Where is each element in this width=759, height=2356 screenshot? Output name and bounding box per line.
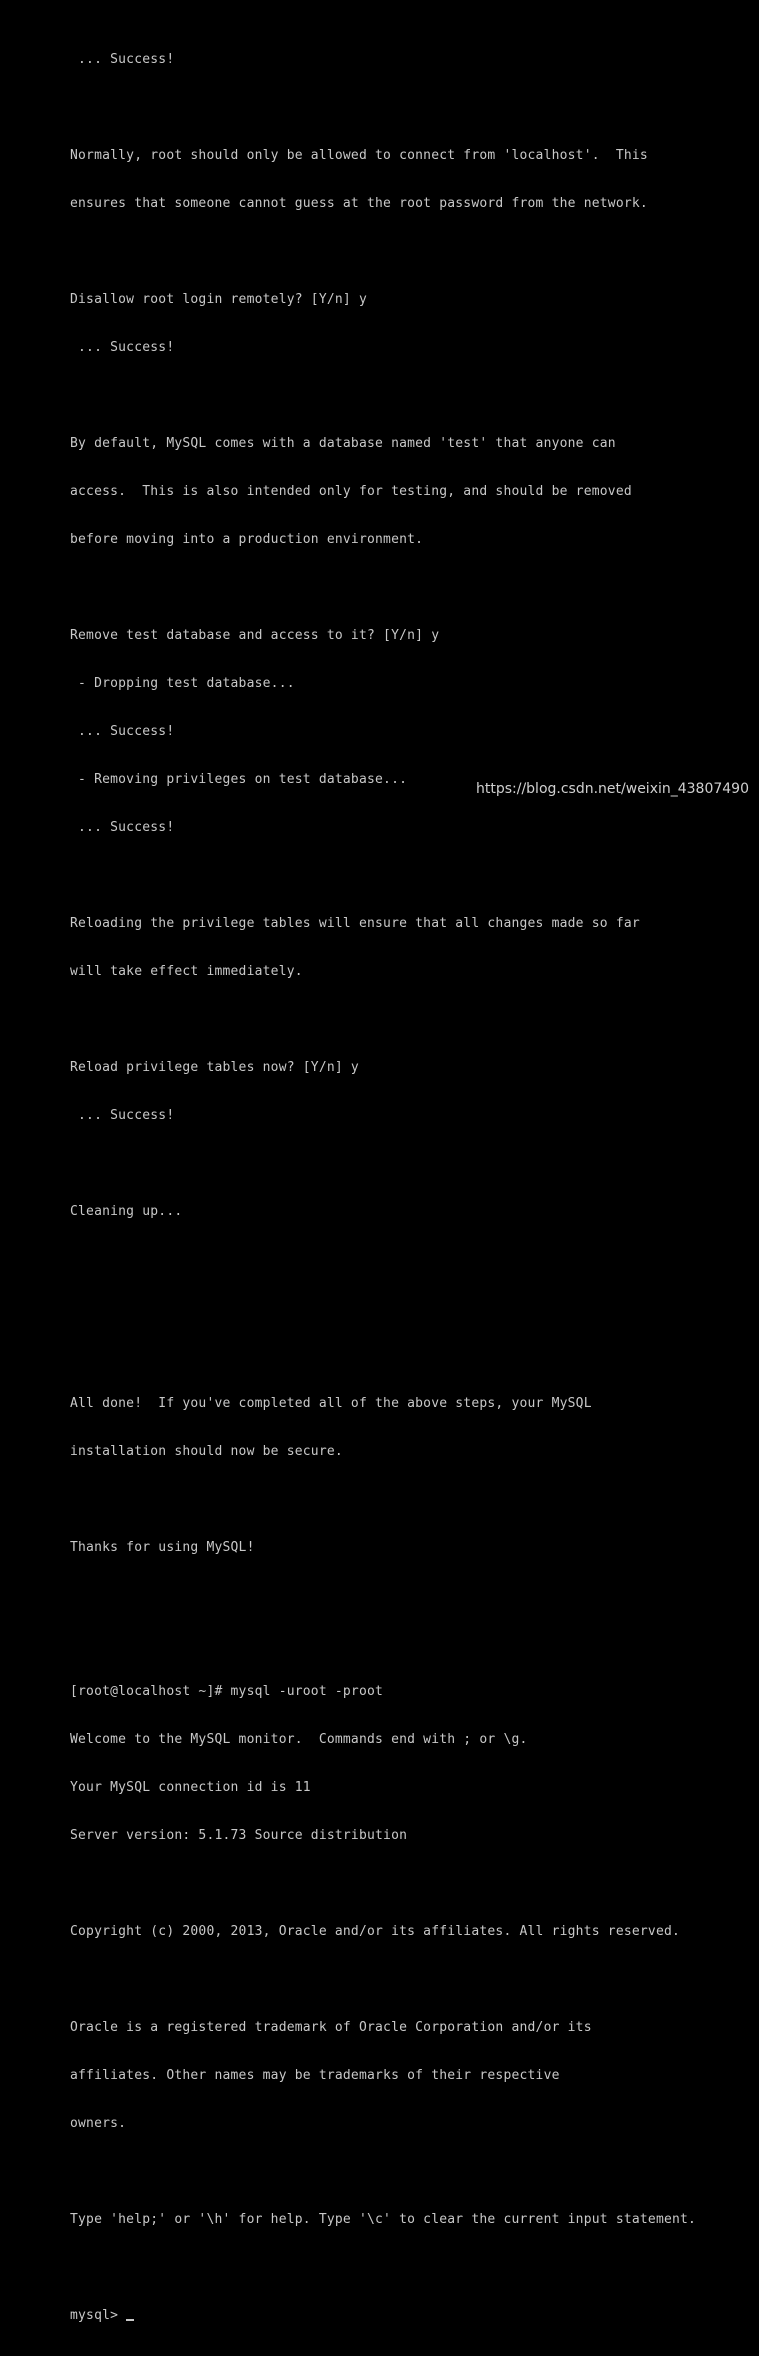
terminal-line [70,244,696,260]
terminal-line: All done! If you've completed all of the above steps, your MySQL [70,1396,592,1411]
terminal-line [70,1348,696,1364]
terminal-line: Your MySQL connection id is 11 [70,1780,311,1795]
terminal-line: installation should now be secure. [70,1444,343,1459]
terminal-line [70,1588,696,1604]
terminal-line [70,1492,696,1508]
terminal-line: Thanks for using MySQL! [70,1540,255,1555]
mysql-prompt: mysql> [70,2308,127,2323]
terminal-line: [root@localhost ~]# mysql -uroot -proot [70,1684,384,1699]
terminal-line: access. This is also intended only for testing, and should be removed [70,484,632,499]
terminal-line: Cleaning up... [70,1204,183,1219]
terminal-line: affiliates. Other names may be trademarks of their respective [70,2068,560,2083]
terminal-line: Normally, root should only be allowed to connect from 'localhost'. This [70,148,648,163]
terminal-line: - Removing privileges on test database... [70,772,408,787]
text-cursor-icon [126,2319,134,2321]
terminal-line: Server version: 5.1.73 Source distribution [70,1828,408,1843]
terminal-line: before moving into a production environment. [70,532,424,547]
watermark-url: https://blog.csdn.net/weixin_43807490 [475,781,749,797]
mysql-prompt-line[interactable] [70,2308,696,2324]
terminal-line: will take effect immediately. [70,964,303,979]
terminal-line [70,1156,696,1172]
terminal-line: Remove test database and access to it? [Y/n] y [70,628,440,643]
terminal-line [70,388,696,404]
terminal-line: Welcome to the MySQL monitor. Commands end with ; or \g. [70,1732,528,1747]
terminal-line: ... Success! [70,52,175,67]
terminal-line: ... Success! [70,1108,175,1123]
terminal-line: ensures that someone cannot guess at the root password from the network. [70,196,648,211]
terminal-line [70,1972,696,1988]
terminal-line [70,2164,696,2180]
terminal-line: Reload privilege tables now? [Y/n] y [70,1060,359,1075]
terminal-line: Oracle is a registered trademark of Oracle Corporation and/or its [70,2020,592,2035]
terminal-line: ... Success! [70,820,175,835]
terminal-line: By default, MySQL comes with a database named 'test' that anyone can [70,436,616,451]
terminal-line: Type 'help;' or '\h' for help. Type '\c' to clear the current input statement. [70,2212,697,2227]
terminal-line [70,1300,696,1316]
terminal-line [70,1012,696,1028]
terminal-line: ... Success! [70,340,175,355]
terminal-output [70,20,696,2356]
terminal-line: Copyright (c) 2000, 2013, Oracle and/or its affiliates. All rights reserved. [70,1924,681,1939]
terminal-line [70,1252,696,1268]
terminal-line [70,868,696,884]
terminal-line [70,1876,696,1892]
terminal-line: - Dropping test database... [70,676,295,691]
terminal-line [70,2260,696,2276]
terminal-line [70,100,696,116]
terminal-line: owners. [70,2116,127,2131]
terminal-line: Reloading the privilege tables will ensure that all changes made so far [70,916,640,931]
terminal-line: Disallow root login remotely? [Y/n] y [70,292,367,307]
terminal-line [70,580,696,596]
terminal-line: ... Success! [70,724,175,739]
terminal-line [70,1636,696,1652]
